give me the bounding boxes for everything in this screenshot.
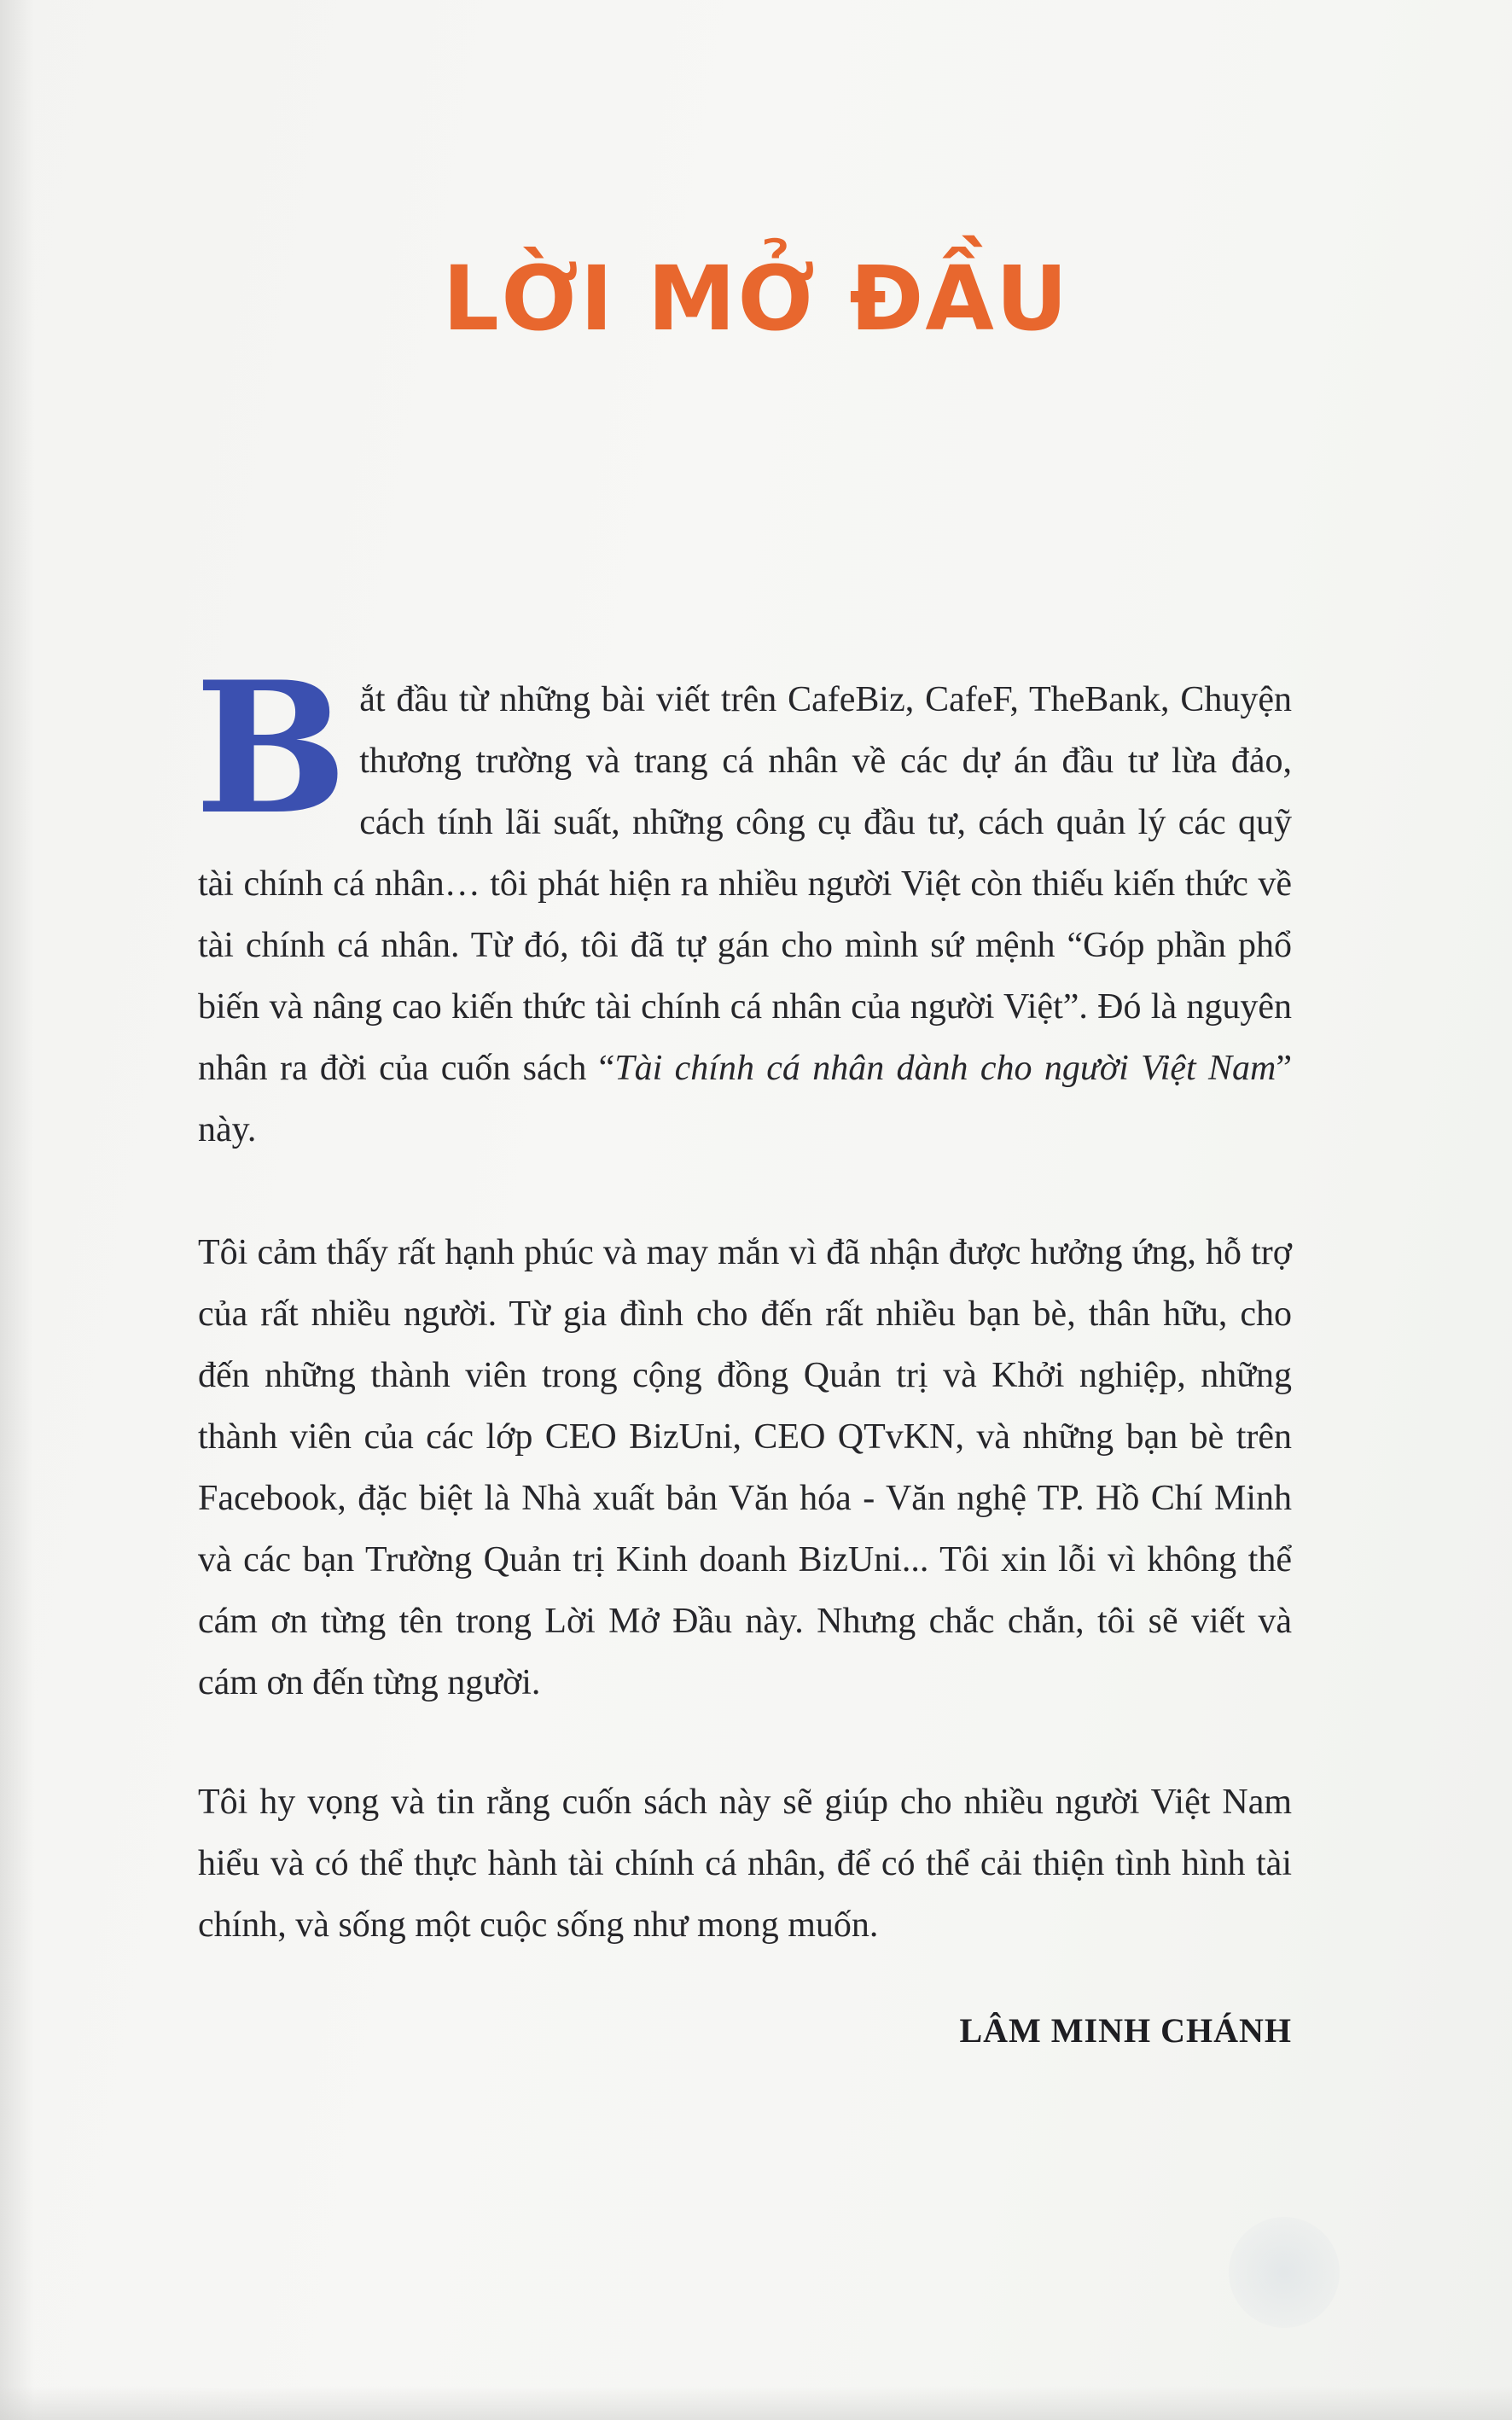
author-signature: LÂM MINH CHÁNH <box>959 2011 1292 2050</box>
drop-cap-letter: B <box>195 642 348 854</box>
page-edge-shadow <box>0 0 34 2420</box>
book-title-italic: Tài chính cá nhân dành cho người Việt Nam <box>614 1049 1276 1088</box>
paragraph-thanks: Tôi cảm thấy rất hạnh phúc và may mắn vì đã nhận được hưởng ứng, hỗ trợ của rất nhiều người. Từ gia đình cho đến rất nhiều bạn bè, thân hữu, cho đến những thành viên trong cộng đồng Quản trị và Khởi nghiệp, những thành viên của các lớp CEO BizUni, CEO QTvKN, và những bạn bè trên Facebook, đặc biệt là Nhà xuất bản Văn hóa - Văn nghệ TP. Hồ Chí Minh và các bạn Trường Quản trị Kinh doanh BizUni... Tôi xin lỗi vì không thể cám ơn từng tên trong Lời Mở Đầu này. Nhưng chắc chắn, tôi sẽ viết và cám ơn đến từng người. <box>198 1233 1292 1702</box>
page-number-mark <box>1229 2217 1340 2328</box>
page-title: LỜI MỞ ĐẦU <box>442 247 1070 351</box>
page-bottom-shadow <box>0 2386 1512 2420</box>
paragraph-intro-text: ắt đầu từ những bài viết trên CafeBiz, CafeF, TheBank, Chuyện thương trường và trang cá nhân về các dự án đầu tư lừa đảo, cách tính lãi suất, những công cụ đầu tư, cách quản lý các quỹ tài chính cá nhân… tôi phát hiện ra nhiều người Việt còn thiếu kiến thức về tài chính cá nhân. Từ đó, tôi đã tự gán cho mình sứ mệnh “Góp phần phổ biến và nâng cao kiến thức tài chính cá nhân của người Việt”. Đó là nguyên nhân ra đời của cuốn sách “ <box>198 680 1292 1088</box>
paragraph-intro <box>195 642 1292 1161</box>
paragraph-hope: Tôi hy vọng và tin rằng cuốn sách này sẽ giúp cho nhiều người Việt Nam hiểu và có thể thực hành tài chính cá nhân, để có thể cải thiện tình hình tài chính, và sống một cuộc sống như mong muốn. <box>198 1783 1292 1945</box>
paragraph-intro-ending: ” này. <box>198 1049 1292 1149</box>
